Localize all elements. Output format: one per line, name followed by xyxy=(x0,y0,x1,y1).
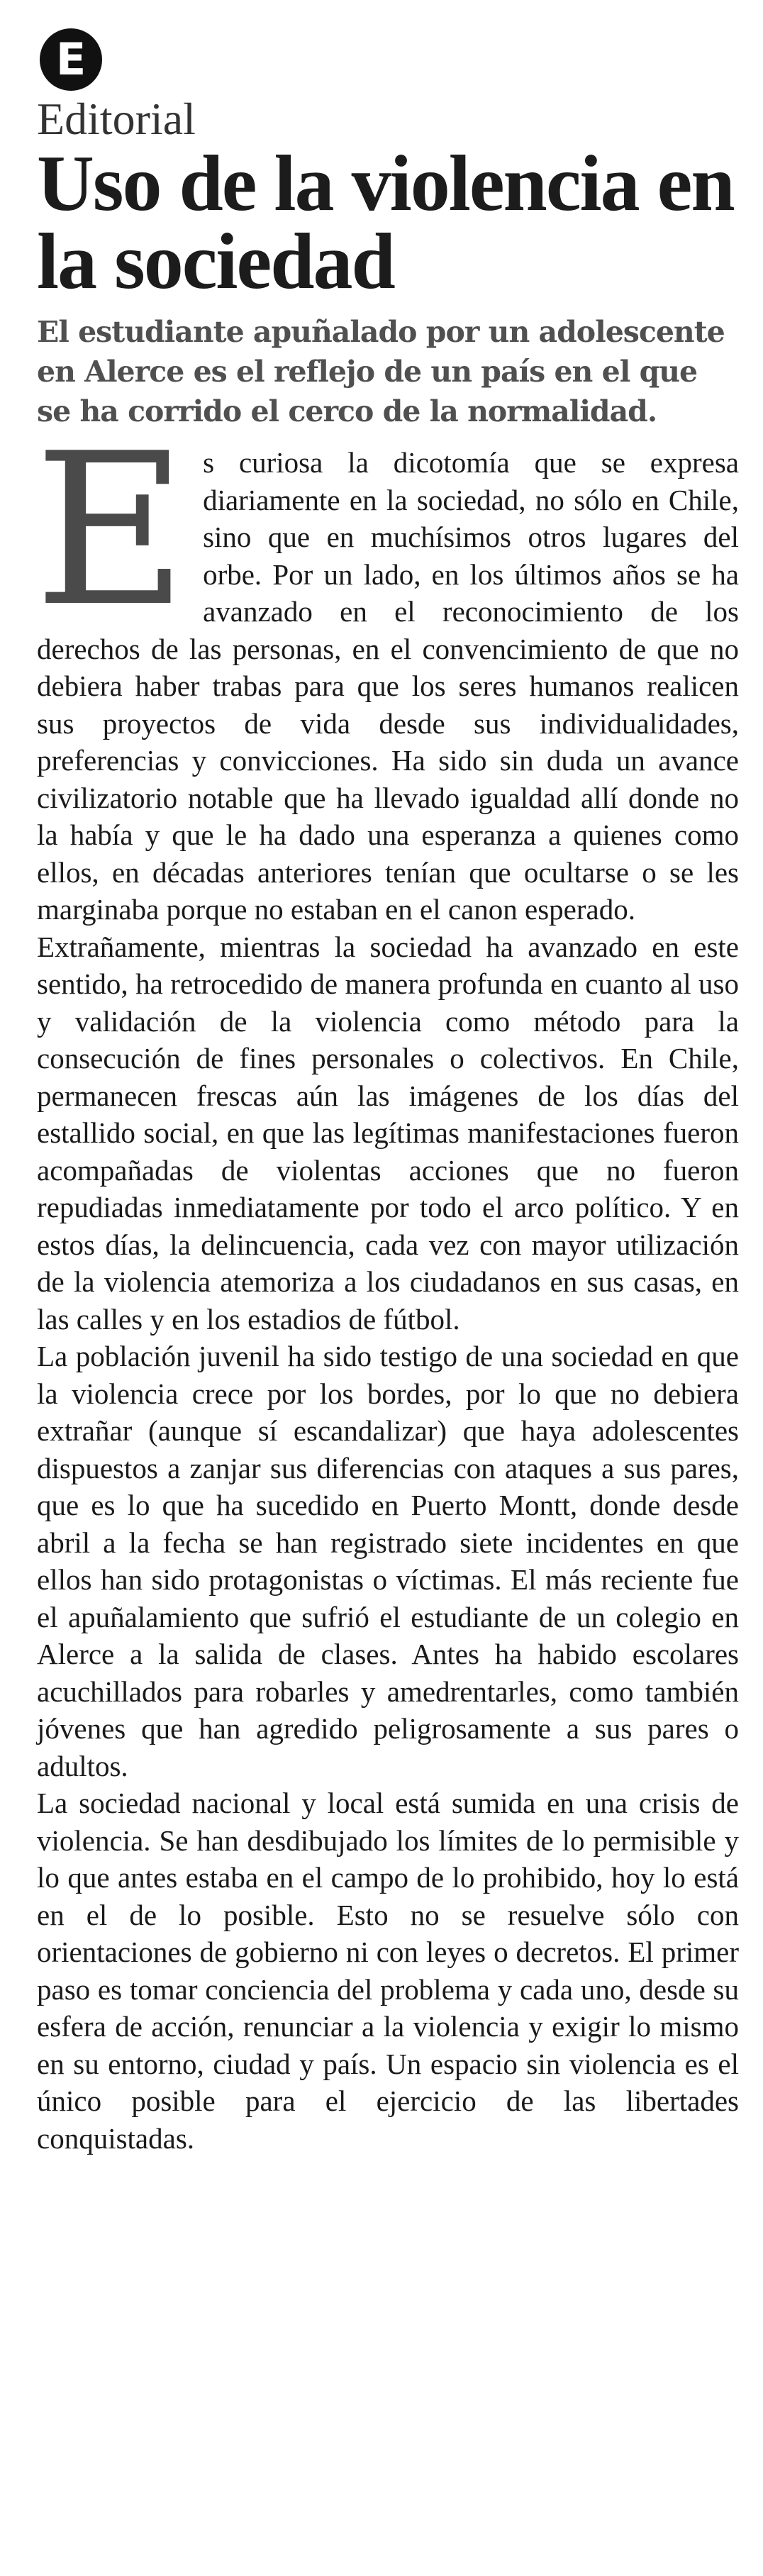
section-badge-icon: E xyxy=(40,28,102,91)
paragraph-1: s curiosa la dicotomía que se expresa diariamente en la sociedad, no sólo en Chile, sino que en muchísimos otros lugares del orbe. Por un lado, en los últimos años se ha avanzado en el reconocimiento de los derechos de las personas, en el convencimiento de que no debiera haber trabas para que los seres humanos realicen sus proyectos de vida desde sus individualidades, preferencias y convicciones. Ha sido sin duda un avance civilizatorio notable que ha llevado igualdad allí donde no la había y que le ha dado una esperanza a quienes como ellos, en décadas anteriores tenían que ocultarse o se les marginaba porque no estaban en el canon esperado. xyxy=(37,446,739,926)
drop-cap: E xyxy=(34,408,188,653)
paragraph-2: Extrañamente, mientras la sociedad ha avanzado en este sentido, ha retrocedido de manera profunda en cuanto al uso y validación de la violencia como método para la consecución de fines personales o colectivos. En Chile, permanecen frescas aún las imágenes de los días del estallido social, en que las legítimas manifestaciones fueron acompañadas de violentas acciones que no fueron repudiadas inmediatamente por todo el arco político. Y en estos días, la delincuencia, cada vez con mayor utilización de la violencia atemoriza a los ciudadanos en sus casas, en las calles y en los estadios de fútbol. xyxy=(37,930,739,1336)
paragraph-4: La sociedad nacional y local está sumida en una crisis de violencia. Se han desdibujado los límites de lo permisible y lo que antes estaba en el campo de lo prohibido, hoy lo está en el de lo posible. Esto no se resuelve sólo con orientaciones de gobierno ni con leyes o decretos. El primer paso es tomar conciencia del problema y cada uno, desde su esfera de acción, renunciar a la violencia y exigir lo mismo en su entorno, ciudad y país. Un espacio sin violencia es el único posible para el ejercicio de las libertades conquistadas. xyxy=(37,1787,739,2155)
headline: Uso de la violencia en la sociedad xyxy=(37,140,734,306)
paragraph-3: La población juvenil ha sido testigo de una sociedad en que la violencia crece por los bordes, por lo que no debiera extrañar (aunque sí escandalizar) que haya adolescentes dispuestos a zanjar sus diferencias con ataques a sus pares, que es lo que ha sucedido en Puerto Montt, donde desde abril a la fecha se han registrado siete incidentes en que ellos han sido protagonistas o víctimas. El más reciente fue el apuñalamiento que sufrió el estudiante de un colegio en Alerce a la salida de clases. Antes ha habido escolares acuchillados para robarles y amedrentarles, como también jóvenes que han agredido peligrosamente a sus pares o adultos. xyxy=(37,1340,739,1782)
section-label: Editorial xyxy=(37,94,196,144)
article-body xyxy=(34,408,739,2157)
deck-subtitle: El estudiante apuñalado por un adolescente en Alerce es el reflejo de un país en el que se ha corrido el cerco de la normalidad. xyxy=(37,315,725,428)
